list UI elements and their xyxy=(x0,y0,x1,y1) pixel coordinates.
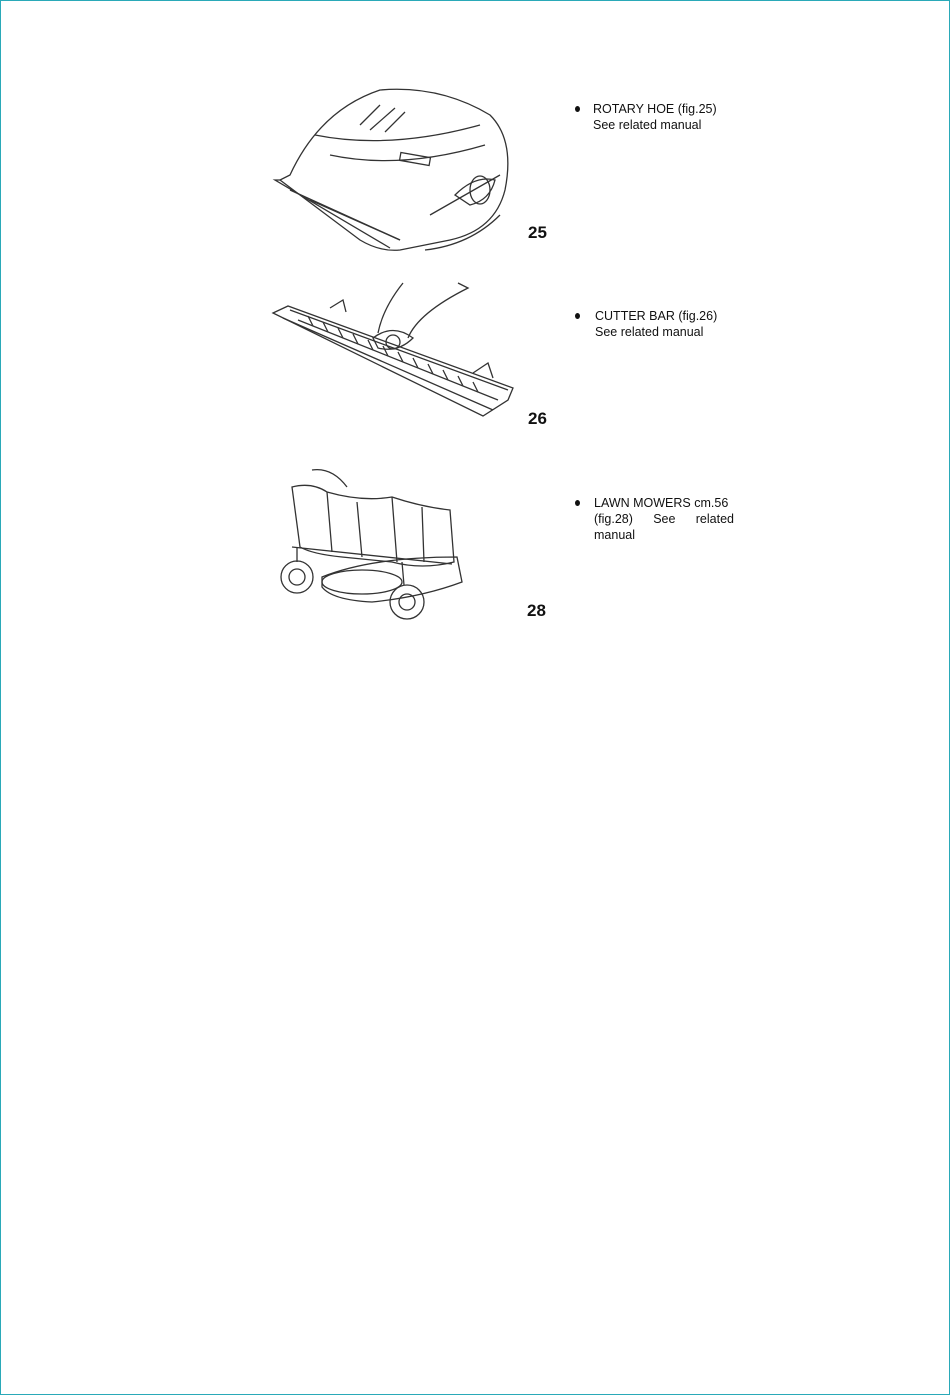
bullet xyxy=(575,106,580,112)
cutter-bar-title: CUTTER BAR (fig.26) xyxy=(595,309,718,323)
rotary-hoe-illustration xyxy=(270,80,520,255)
lawn-mower-manual: manual xyxy=(594,528,635,542)
cutter-bar-caption xyxy=(595,308,717,340)
cutter-bar-illustration xyxy=(268,278,523,423)
figure-number-25: 25 xyxy=(528,223,547,242)
bullet xyxy=(575,313,580,319)
rotary-hoe-reference: See related manual xyxy=(593,118,702,132)
lawn-mower-see: See xyxy=(653,512,676,526)
rotary-hoe-title: ROTARY HOE (fig.25) xyxy=(593,102,717,116)
figure-number-26: 26 xyxy=(528,409,547,428)
bullet xyxy=(575,500,580,506)
lawn-mower-title: LAWN MOWERS cm.56 xyxy=(594,496,729,510)
figure-number-28: 28 xyxy=(527,601,546,620)
rotary-hoe-caption xyxy=(593,101,717,133)
lawn-mower-illustration xyxy=(272,462,472,627)
lawn-mower-related: related xyxy=(695,512,734,526)
cutter-bar-reference: See related manual xyxy=(595,325,704,339)
lawn-mower-caption xyxy=(594,495,734,543)
lawn-mower-fig-ref: (fig.28) xyxy=(594,512,633,526)
lawn-mower-reference-line xyxy=(594,511,734,527)
